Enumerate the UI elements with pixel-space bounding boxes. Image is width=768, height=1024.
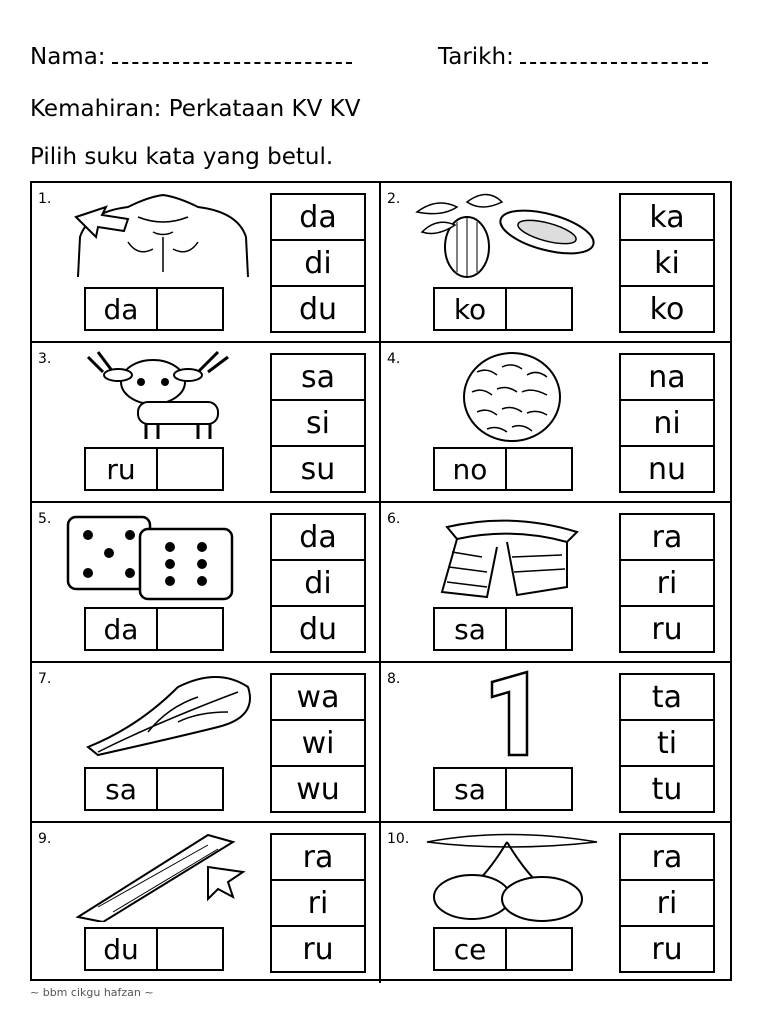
chest-icon [58, 187, 268, 282]
answer-blank[interactable] [507, 929, 571, 969]
answer-blank[interactable] [158, 929, 222, 969]
syllable-option[interactable]: ra [621, 835, 713, 881]
date-field [438, 44, 708, 70]
syllable-options [270, 833, 366, 973]
answer-box [433, 607, 573, 651]
syllable-options [619, 833, 715, 973]
answer-blank[interactable] [158, 289, 222, 329]
syllable-option[interactable]: si [272, 401, 364, 447]
syllable-option[interactable]: wa [272, 675, 364, 721]
branch-icon [58, 827, 268, 922]
answer-box [84, 927, 224, 971]
answer-blank[interactable] [158, 449, 222, 489]
given-syllable: ru [86, 449, 158, 489]
cherry-icon [407, 827, 617, 922]
syllable-option[interactable]: da [272, 195, 364, 241]
exercise-item [32, 503, 381, 663]
answer-blank[interactable] [507, 609, 571, 649]
syllable-options [270, 193, 366, 333]
syllable-option[interactable]: du [298, 611, 338, 647]
syllable-options [619, 193, 715, 333]
syllable-option[interactable]: da [272, 515, 364, 561]
answer-blank[interactable] [507, 769, 571, 809]
exercise-item [32, 663, 381, 823]
exercise-item [381, 503, 730, 663]
answer-box [84, 767, 224, 811]
syllable-options [270, 353, 366, 493]
syllable-option[interactable]: ru [302, 931, 334, 967]
given-syllable: ce [435, 929, 507, 969]
syllable-option[interactable]: su [300, 451, 336, 487]
exercise-item [32, 823, 381, 983]
syllable-option[interactable]: ra [621, 515, 713, 561]
syllable-option[interactable]: ru [651, 611, 683, 647]
number-one-icon [407, 667, 617, 762]
item-number: 10. [387, 831, 410, 847]
answer-box [433, 767, 573, 811]
syllable-options [619, 353, 715, 493]
exercise-item [381, 823, 730, 983]
given-syllable: no [435, 449, 507, 489]
instruction-text: Pilih suku kata yang betul. [30, 144, 334, 170]
syllable-option[interactable]: ka [621, 195, 713, 241]
cocoa-icon [407, 187, 617, 282]
exercise-grid [30, 181, 732, 981]
given-syllable: sa [435, 769, 507, 809]
date-blank-line[interactable] [520, 52, 708, 64]
answer-box [433, 447, 573, 491]
answer-blank[interactable] [158, 769, 222, 809]
given-syllable: ko [435, 289, 507, 329]
syllable-option[interactable]: ra [272, 835, 364, 881]
syllable-option[interactable]: di [272, 561, 364, 607]
custard-apple-icon [407, 347, 617, 442]
syllable-option[interactable]: wu [296, 771, 340, 807]
syllable-option[interactable]: ru [651, 931, 683, 967]
given-syllable: sa [86, 769, 158, 809]
syllable-option[interactable]: ni [621, 401, 713, 447]
answer-box [433, 927, 573, 971]
answer-box [84, 287, 224, 331]
skill-title: Kemahiran: Perkataan KV KV [30, 96, 361, 122]
deer-icon [58, 347, 268, 442]
item-number: 5. [38, 511, 52, 527]
syllable-option[interactable]: ri [621, 561, 713, 607]
name-label: Nama: [30, 44, 106, 70]
answer-box [84, 607, 224, 651]
exercise-item [381, 343, 730, 503]
given-syllable: da [86, 609, 158, 649]
syllable-option[interactable]: ti [621, 721, 713, 767]
date-label: Tarikh: [438, 44, 514, 70]
item-number: 7. [38, 671, 52, 687]
dice-icon [58, 507, 268, 602]
given-syllable: du [86, 929, 158, 969]
footer-credit: ~ bbm cikgu hafzan ~ [30, 986, 154, 999]
item-number: 6. [387, 511, 401, 527]
syllable-option[interactable]: ko [649, 291, 685, 327]
syllable-options [270, 513, 366, 653]
exercise-item [381, 663, 730, 823]
exercise-item [32, 183, 381, 343]
syllable-option[interactable]: ri [272, 881, 364, 927]
syllable-option[interactable]: ri [621, 881, 713, 927]
syllable-option[interactable]: ta [621, 675, 713, 721]
item-number: 1. [38, 191, 52, 207]
name-field [30, 44, 352, 70]
given-syllable: sa [435, 609, 507, 649]
answer-blank[interactable] [507, 289, 571, 329]
item-number: 2. [387, 191, 401, 207]
syllable-option[interactable]: ki [621, 241, 713, 287]
syllable-options [619, 513, 715, 653]
item-number: 9. [38, 831, 52, 847]
syllable-option[interactable]: tu [651, 771, 683, 807]
answer-box [84, 447, 224, 491]
syllable-option[interactable]: nu [647, 451, 687, 487]
vegetable-icon [58, 667, 268, 762]
given-syllable: da [86, 289, 158, 329]
exercise-item [381, 183, 730, 343]
syllable-options [619, 673, 715, 813]
syllable-options [270, 673, 366, 813]
syllable-option[interactable]: du [298, 291, 338, 327]
answer-blank[interactable] [507, 449, 571, 489]
answer-blank[interactable] [158, 609, 222, 649]
item-number: 4. [387, 351, 401, 367]
item-number: 3. [38, 351, 52, 367]
syllable-option[interactable]: di [272, 241, 364, 287]
exercise-item [32, 343, 381, 503]
syllable-option[interactable]: wi [272, 721, 364, 767]
sarong-icon [407, 507, 617, 602]
item-number: 8. [387, 671, 401, 687]
name-blank-line[interactable] [112, 52, 352, 64]
syllable-option[interactable]: sa [272, 355, 364, 401]
answer-box [433, 287, 573, 331]
syllable-option[interactable]: na [621, 355, 713, 401]
